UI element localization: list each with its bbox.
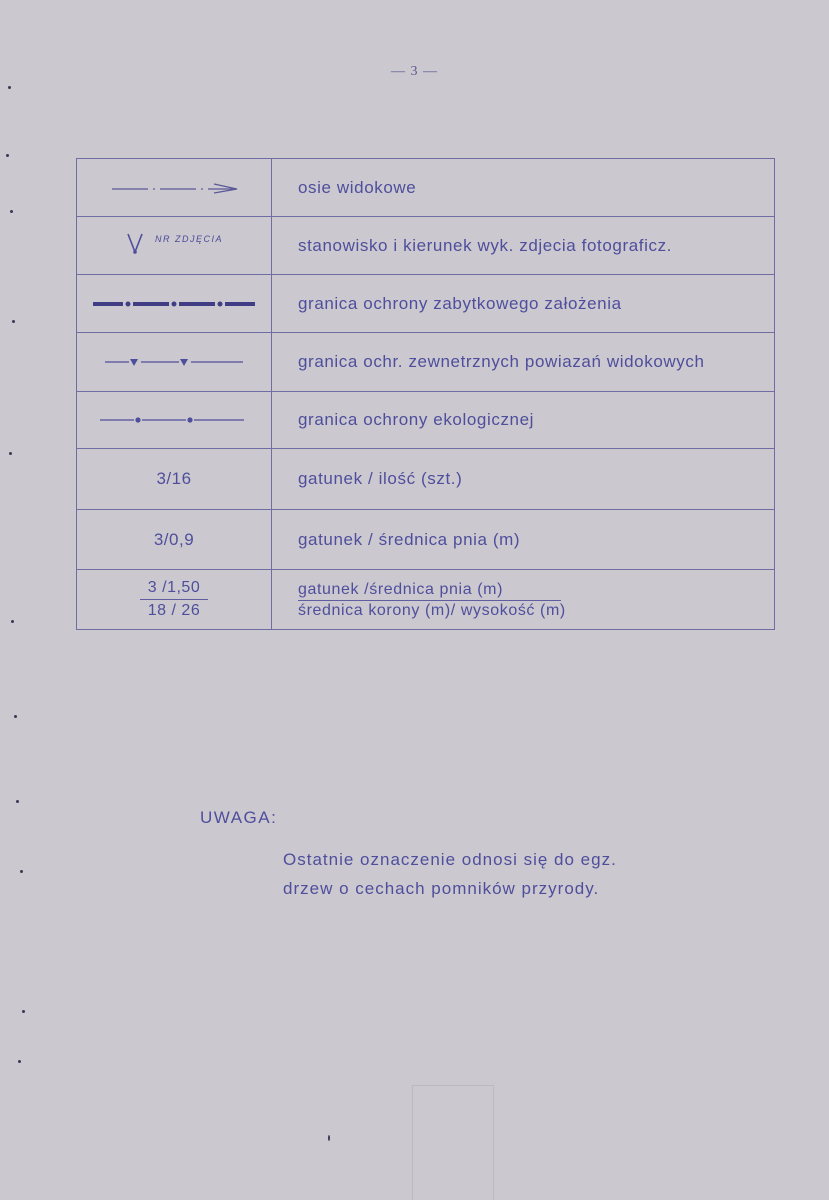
paper-speck: [16, 800, 19, 803]
note-line: drzew o cechach pomników przyrody.: [283, 879, 600, 898]
legend-symbol-text: 3/16: [156, 469, 192, 488]
legend-description: gatunek / ilość (szt.): [272, 449, 775, 510]
legend-description: stanowisko i kierunek wyk. zdjecia fotograficz.: [272, 217, 775, 275]
legend-row: [77, 449, 775, 510]
paper-speck: [12, 320, 15, 323]
legend-row: [77, 510, 775, 570]
legend-symbol-cell: [77, 159, 272, 217]
paper-speck: [14, 715, 17, 718]
legend-description: [272, 570, 775, 630]
legend-row: [77, 275, 775, 333]
legend-symbol-cell: [77, 333, 272, 392]
legend-symbol-cell: [77, 510, 272, 570]
legend-row: [77, 570, 775, 630]
paper-speck: [8, 86, 11, 89]
legend-symbol-cell: [77, 449, 272, 510]
legend-symbol-cell: [77, 392, 272, 449]
paper-speck: [328, 1135, 330, 1141]
legend-description-fraction: [298, 581, 774, 621]
paper-speck: [10, 210, 13, 213]
legend-description: granica ochrony ekologicznej: [272, 392, 775, 449]
legend-description: osie widokowe: [272, 159, 775, 217]
faded-stamp-mark: [412, 1085, 494, 1200]
ecological-boundary-line-icon: [94, 415, 254, 425]
paper-speck: [22, 1010, 25, 1013]
legend-row: [77, 333, 775, 392]
legend-row: [77, 159, 775, 217]
legend-description: gatunek / średnica pnia (m): [272, 510, 775, 570]
legend-symbol-cell: [77, 275, 272, 333]
paper-speck: [18, 1060, 21, 1063]
view-axis-arrow-icon: [104, 181, 244, 195]
legend-row: [77, 217, 775, 275]
legend-table: [76, 158, 775, 630]
fraction-numerator: 3 /1,50: [140, 578, 208, 600]
note-line: Ostatnie oznaczenie odnosi się do egz.: [283, 850, 617, 869]
fraction-denominator: 18 / 26: [147, 602, 201, 619]
paper-speck: [11, 620, 14, 623]
legend-description: granica ochr. zewnetrznych powiazań widokowych: [272, 333, 775, 392]
note-text: [283, 845, 743, 903]
page-number: — 3 —: [391, 64, 438, 79]
paper-speck: [20, 870, 23, 873]
legend-row: [77, 392, 775, 449]
description-denominator: średnica korony (m)/ wysokość (m): [298, 601, 566, 619]
paper-speck: [9, 452, 12, 455]
photo-number-label: NR ZDJĘCIA: [154, 234, 223, 244]
legend-symbol-text: 3/0,9: [153, 529, 195, 549]
view-link-boundary-line-icon: [99, 356, 249, 368]
description-numerator: gatunek /średnica pnia (m): [298, 580, 561, 601]
legend-symbol-cell: [77, 217, 272, 275]
monument-boundary-line-icon: [89, 299, 259, 309]
legend-description: granica ochrony zabytkowego założenia: [272, 275, 775, 333]
paper-speck: [6, 154, 9, 157]
legend-symbol-cell: [77, 570, 272, 630]
photo-station-icon: [125, 230, 145, 256]
note-title: UWAGA:: [200, 808, 278, 827]
legend-symbol-fraction: [140, 578, 208, 621]
